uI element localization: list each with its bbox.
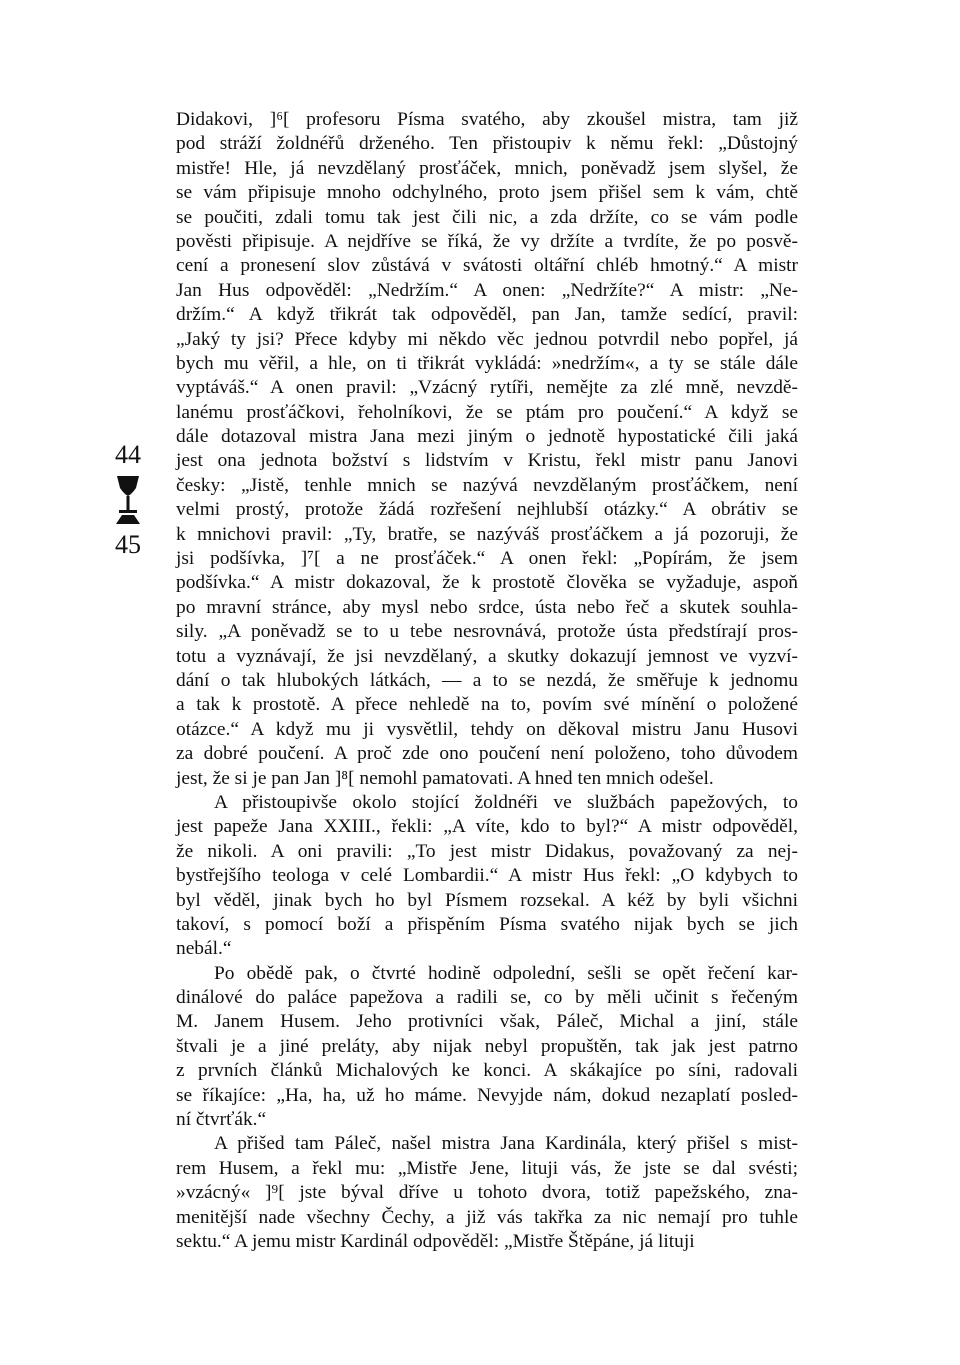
text-line: menitější nade všechny Čechy, a již vás takřka za nic nemají pro tuhle xyxy=(176,1206,798,1228)
text-line: M. Janem Husem. Jeho protivníci však, Páleč, Michal a jiní, stále xyxy=(176,1011,798,1033)
text-line: totu a vyznávají, že jsi nevzdělaný, a skutky dokazují jemnost ve vyzví- xyxy=(176,645,798,667)
text-line: že nikoli. A oni pravili: „To jest mistr Didakus, považovaný za nej- xyxy=(176,840,798,862)
text-line: pod stráží žoldnéřů drženého. Ten přistoupiv k němu řekl: „Důstojný xyxy=(176,133,798,155)
text-line: jest ona jednota božství s lidstvím v Kristu, řekl mistr panu Janovi xyxy=(176,450,798,472)
text-line: mistře! Hle, já nevzdělaný prosťáček, mnich, poněvadž jsem slyšel, že xyxy=(176,157,798,179)
text-line: velmi prostý, protože žádá rozřešení nejhlubší otázky.“ A obrátiv se xyxy=(176,499,798,521)
text-line: A přistoupivše okolo stojící žoldnéři ve službách papežových, to xyxy=(214,791,798,813)
text-line: bych mu věřil, a hle, on ti třikrát vykládá: »nedržím«, a ty se stále dále xyxy=(176,352,798,374)
text-line: Po obědě pak, o čtvrté hodině odpolední, sešli se opět řečení kar- xyxy=(214,962,798,984)
text-line: dinálové do paláce papežova a radili se, co by měli učinit s řečeným xyxy=(176,987,798,1009)
text-line: ní čtvrťák.“ xyxy=(176,1109,267,1131)
text-line: jsi podšívka, ]⁷[ a ne prosťáček.“ A onen řekl: „Popírám, že jsem xyxy=(176,548,798,570)
text-line: česky: „Jistě, tenhle mnich se nazývá nevzdělaným prosťáčkem, není xyxy=(176,474,798,496)
text-line: jest papeže Jana XXIII., řekli: „A víte, kdo to byl?“ A mistr odpověděl, xyxy=(176,816,798,838)
paragraph xyxy=(176,962,798,1133)
text-line: rem Husem, a řekl mu: „Mistře Jene, lituji vás, že jste se dal svésti; xyxy=(176,1157,798,1179)
text-line: a tak k prostotě. A přece nehledě na to, povím své mínění o položené xyxy=(176,694,798,716)
text-line: z prvních článků Michalových ke konci. A skákajíce po síni, radovali xyxy=(176,1060,798,1082)
text-line: sily. „A poněvadž se to u tebe nesrovnává, protože ústa předstírají pros- xyxy=(176,621,798,643)
text-line: se říkajíce: „Ha, ha, už ho máme. Nevyjde nám, dokud nezaplatí posled- xyxy=(176,1084,798,1106)
text-line: se vám připisuje mnoho odchylného, proto jsem přišel sem k vám, chtě xyxy=(176,182,798,204)
text-line: A přišed tam Páleč, našel mistra Jana Kardinála, který přišel s mist- xyxy=(214,1133,798,1155)
text-line: k mnichovi pravil: „Ty, bratře, se nazýváš prosťáčkem a já pozoruji, že xyxy=(176,523,798,545)
text-line: podšívka.“ A mistr dokazoval, že k prostotě člověka se vyžaduje, aspoň xyxy=(176,572,798,594)
text-line: otázce.“ A když mu ji vysvětlil, tehdy on děkoval mistru Janu Husovi xyxy=(176,718,798,740)
margin-page-reference xyxy=(104,440,152,560)
paragraph xyxy=(176,108,798,791)
body-text xyxy=(176,108,798,1254)
text-line: po mravní stránce, aby mysl nebo srdce, ústa nebo řeč a skutek souhla- xyxy=(176,596,798,618)
text-line: cení a pronesení slov zůstává v svátosti oltářní chléb hmotný.“ A mistr xyxy=(176,255,798,277)
chalice-icon xyxy=(115,474,141,526)
margin-number-top: 44 xyxy=(115,440,141,469)
text-line: vyptáváš.“ A onen pravil: „Vzácný rytíři, nemějte za zlé mně, nevzdě- xyxy=(176,377,798,399)
text-line: nebál.“ xyxy=(176,938,232,960)
text-line: »vzácný« ]⁹[ jste býval dříve u tohoto dvora, totiž papežského, zna- xyxy=(176,1182,798,1204)
text-line: lanému prosťáčkovi, řeholníkovi, že se ptám pro poučení.“ A když se xyxy=(176,401,798,423)
text-line: „Jaký ty jsi? Přece kdyby mi někdo věc jednou potvrdil nebo popřel, já xyxy=(176,328,798,350)
margin-number-bottom: 45 xyxy=(115,530,141,559)
text-line: bystřejšího teologa v celé Lombardii.“ A mistr Hus řekl: „O kdybych to xyxy=(176,865,798,887)
text-line: byl věděl, jinak bych ho byl Písmem rozsekal. A kéž by byli všichni xyxy=(176,889,798,911)
text-line: držím.“ A když třikrát tak odpověděl, pan Jan, tamže sedící, pravil: xyxy=(176,304,798,326)
text-line: Didakovi, ]⁶[ profesoru Písma svatého, aby zkoušel mistra, tam již xyxy=(176,109,798,130)
text-line: takoví, s pomocí boží a přispěním Písma svatého nijak bych se jich xyxy=(176,913,798,935)
text-line: pověsti připisuje. A nejdříve se říká, že vy držíte a tvrdíte, že po posvě- xyxy=(176,230,798,252)
text-line: sektu.“ A jemu mistr Kardinál odpověděl: „Mistře Štěpáne, já lituji xyxy=(176,1230,695,1252)
text-line: Jan Hus odpověděl: „Nedržím.“ A onen: „Nedržíte?“ A mistr: „Ne- xyxy=(176,279,798,301)
paragraph xyxy=(176,791,798,962)
text-line: jest, že si je pan Jan ]⁸[ nemohl pamatovati. A hned ten mnich odešel. xyxy=(176,767,714,789)
text-line: štvali je a jiné preláty, aby nijak nebyl propuštěn, tak jak jest patrno xyxy=(176,1035,798,1057)
paragraph xyxy=(176,1132,798,1254)
text-line: za dobré poučení. A proč zde ono poučení není položeno, toho důvodem xyxy=(176,743,798,765)
text-line: dále dotazoval mistra Jana mezi jiným o jednotě hypostatické čili jaká xyxy=(176,426,798,448)
text-line: se poučiti, zdali tomu tak jest čili nic, a zda držíte, co se vám podle xyxy=(176,206,798,228)
text-line: dání o tak hlubokých látkách, — a to se nezdá, že směřuje k jednomu xyxy=(176,669,798,691)
